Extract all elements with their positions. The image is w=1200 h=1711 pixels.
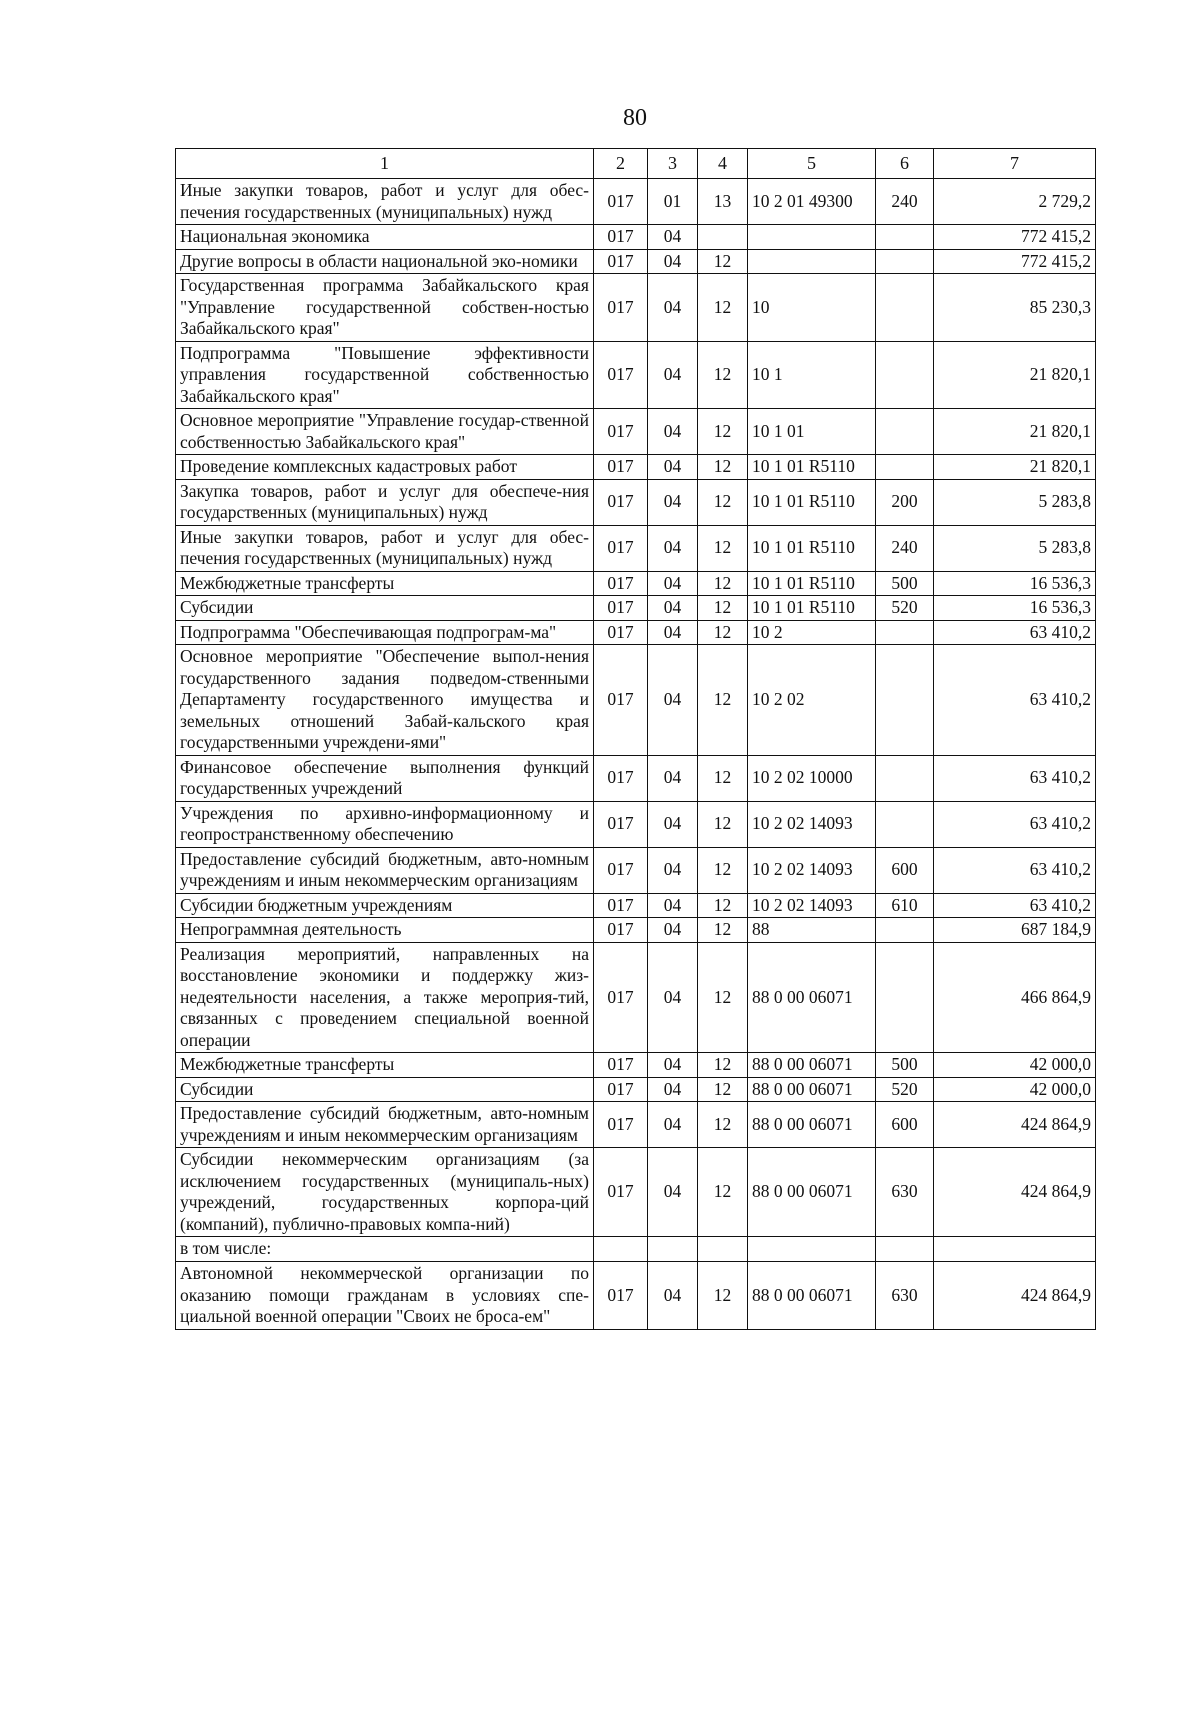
row-name: Проведение комплексных кадастровых работ	[176, 455, 594, 480]
table-row	[176, 942, 1096, 1053]
row-section: 04	[648, 942, 698, 1053]
header-cell-7: 7	[934, 149, 1096, 179]
row-name: Непрограммная деятельность	[176, 918, 594, 943]
row-name: Подпрограмма "Повышение эффективности управления государственной собственностью Забайкальского края"	[176, 341, 594, 409]
row-target-article: 88 0 00 06071	[748, 1262, 876, 1330]
header-cell-4: 4	[698, 149, 748, 179]
row-section: 04	[648, 847, 698, 893]
row-target-article: 10 1 01 R5110	[748, 525, 876, 571]
row-subsection: 12	[698, 341, 748, 409]
row-amount: 63 410,2	[934, 801, 1096, 847]
table-row	[176, 1102, 1096, 1148]
row-expense-type: 630	[876, 1148, 934, 1237]
row-admin-code: 017	[594, 274, 648, 342]
row-admin-code: 017	[594, 620, 648, 645]
row-section: 04	[648, 1262, 698, 1330]
row-admin-code: 017	[594, 847, 648, 893]
row-target-article: 10 2	[748, 620, 876, 645]
header-cell-2: 2	[594, 149, 648, 179]
header-cell-3: 3	[648, 149, 698, 179]
row-subsection: 12	[698, 918, 748, 943]
row-admin-code: 017	[594, 801, 648, 847]
row-target-article: 10 2 01 49300	[748, 179, 876, 225]
row-expense-type	[876, 620, 934, 645]
row-target-article: 88 0 00 06071	[748, 942, 876, 1053]
row-section: 04	[648, 409, 698, 455]
row-amount: 466 864,9	[934, 942, 1096, 1053]
row-target-article	[748, 225, 876, 250]
row-name: Межбюджетные трансферты	[176, 1053, 594, 1078]
row-admin-code	[594, 1237, 648, 1262]
row-section: 04	[648, 341, 698, 409]
table-row	[176, 801, 1096, 847]
budget-table	[175, 148, 1096, 1330]
table-row	[176, 274, 1096, 342]
row-subsection: 12	[698, 409, 748, 455]
row-amount: 424 864,9	[934, 1102, 1096, 1148]
row-subsection: 12	[698, 1102, 748, 1148]
row-admin-code: 017	[594, 455, 648, 480]
row-name: Другие вопросы в области национальной эко-номики	[176, 249, 594, 274]
row-name: Учреждения по архивно-информационному и геопространственному обеспечению	[176, 801, 594, 847]
row-subsection: 12	[698, 455, 748, 480]
row-expense-type	[876, 755, 934, 801]
row-amount: 424 864,9	[934, 1262, 1096, 1330]
table-row	[176, 645, 1096, 756]
row-admin-code: 017	[594, 596, 648, 621]
row-expense-type: 600	[876, 847, 934, 893]
row-amount: 42 000,0	[934, 1053, 1096, 1078]
row-amount: 42 000,0	[934, 1077, 1096, 1102]
row-expense-type	[876, 1237, 934, 1262]
row-expense-type	[876, 225, 934, 250]
row-target-article: 88	[748, 918, 876, 943]
row-admin-code: 017	[594, 225, 648, 250]
row-target-article: 10 2 02 14093	[748, 893, 876, 918]
row-expense-type: 520	[876, 1077, 934, 1102]
row-admin-code: 017	[594, 645, 648, 756]
row-section: 04	[648, 645, 698, 756]
row-amount: 424 864,9	[934, 1148, 1096, 1237]
row-expense-type: 610	[876, 893, 934, 918]
row-name: Субсидии некоммерческим организациям (за исключением государственных (муниципаль-ных) учреждений, государственных корпора-ций (компаний), публично-правовых компа-ний)	[176, 1148, 594, 1237]
row-name: Основное мероприятие "Управление государ-ственной собственностью Забайкальского края"	[176, 409, 594, 455]
row-subsection: 12	[698, 1077, 748, 1102]
row-target-article: 10 1 01	[748, 409, 876, 455]
row-target-article	[748, 1237, 876, 1262]
row-subsection	[698, 225, 748, 250]
row-section: 04	[648, 479, 698, 525]
row-amount: 63 410,2	[934, 620, 1096, 645]
table-row	[176, 1077, 1096, 1102]
row-admin-code: 017	[594, 1053, 648, 1078]
table-row	[176, 596, 1096, 621]
row-target-article: 10 1 01 R5110	[748, 479, 876, 525]
row-section: 04	[648, 1102, 698, 1148]
row-name: Предоставление субсидий бюджетным, авто-номным учреждениям и иным некоммерческим организациям	[176, 847, 594, 893]
row-section: 04	[648, 918, 698, 943]
row-section: 04	[648, 571, 698, 596]
row-subsection: 12	[698, 571, 748, 596]
row-subsection: 12	[698, 479, 748, 525]
row-name: в том числе:	[176, 1237, 594, 1262]
row-name: Основное мероприятие "Обеспечение выпол-нения государственного задания подведом-ственными Департаменту государственного имущества и земельных отношений Забай-кальского края государственными учреждени-ями"	[176, 645, 594, 756]
table-row	[176, 893, 1096, 918]
table-row	[176, 341, 1096, 409]
row-name: Закупка товаров, работ и услуг для обеспече-ния государственных (муниципальных) нужд	[176, 479, 594, 525]
row-expense-type	[876, 274, 934, 342]
row-section: 01	[648, 179, 698, 225]
row-section: 04	[648, 893, 698, 918]
row-target-article: 88 0 00 06071	[748, 1077, 876, 1102]
row-subsection	[698, 1237, 748, 1262]
row-expense-type: 240	[876, 525, 934, 571]
row-subsection: 12	[698, 1053, 748, 1078]
row-admin-code: 017	[594, 918, 648, 943]
row-amount: 5 283,8	[934, 525, 1096, 571]
row-amount: 63 410,2	[934, 755, 1096, 801]
row-admin-code: 017	[594, 1077, 648, 1102]
header-cell-5: 5	[748, 149, 876, 179]
table-row	[176, 479, 1096, 525]
row-expense-type	[876, 801, 934, 847]
row-section	[648, 1237, 698, 1262]
row-amount	[934, 1237, 1096, 1262]
row-subsection: 12	[698, 942, 748, 1053]
row-section: 04	[648, 525, 698, 571]
row-name: Финансовое обеспечение выполнения функций государственных учреждений	[176, 755, 594, 801]
row-section: 04	[648, 249, 698, 274]
row-target-article: 10 2 02 14093	[748, 801, 876, 847]
row-name: Государственная программа Забайкальского края "Управление государственной собствен-ностью Забайкальского края"	[176, 274, 594, 342]
row-amount: 16 536,3	[934, 571, 1096, 596]
row-subsection: 12	[698, 755, 748, 801]
header-cell-1: 1	[176, 149, 594, 179]
table-row	[176, 249, 1096, 274]
row-target-article: 88 0 00 06071	[748, 1148, 876, 1237]
table-row	[176, 918, 1096, 943]
table-row	[176, 620, 1096, 645]
row-section: 04	[648, 1077, 698, 1102]
table-row	[176, 571, 1096, 596]
row-expense-type	[876, 341, 934, 409]
row-target-article: 10 1 01 R5110	[748, 571, 876, 596]
row-target-article: 10 1 01 R5110	[748, 596, 876, 621]
table-row	[176, 455, 1096, 480]
row-section: 04	[648, 274, 698, 342]
row-section: 04	[648, 455, 698, 480]
row-subsection: 13	[698, 179, 748, 225]
row-amount: 21 820,1	[934, 409, 1096, 455]
row-name: Межбюджетные трансферты	[176, 571, 594, 596]
row-subsection: 12	[698, 620, 748, 645]
row-admin-code: 017	[594, 525, 648, 571]
row-admin-code: 017	[594, 942, 648, 1053]
table-row	[176, 225, 1096, 250]
table-row	[176, 847, 1096, 893]
table-row	[176, 179, 1096, 225]
row-name: Иные закупки товаров, работ и услуг для обес-печения государственных (муниципальных) нужд	[176, 525, 594, 571]
row-name: Реализация мероприятий, направленных на восстановление экономики и поддержку жиз-недеятельности населения, а также мероприя-тий, связанных с проведением специальной военной операции	[176, 942, 594, 1053]
row-amount: 772 415,2	[934, 225, 1096, 250]
row-expense-type: 630	[876, 1262, 934, 1330]
row-expense-type: 240	[876, 179, 934, 225]
row-name: Иные закупки товаров, работ и услуг для обес-печения государственных (муниципальных) нужд	[176, 179, 594, 225]
row-section: 04	[648, 1053, 698, 1078]
row-name: Автономной некоммерческой организации по оказанию помощи гражданам в условиях спе-циальной военной операции "Своих не броса-ем"	[176, 1262, 594, 1330]
row-admin-code: 017	[594, 755, 648, 801]
row-target-article: 10 1	[748, 341, 876, 409]
row-expense-type	[876, 409, 934, 455]
row-subsection: 12	[698, 249, 748, 274]
row-amount: 63 410,2	[934, 847, 1096, 893]
table-body	[176, 179, 1096, 1330]
row-admin-code: 017	[594, 479, 648, 525]
row-expense-type	[876, 918, 934, 943]
table-row	[176, 1148, 1096, 1237]
row-expense-type: 520	[876, 596, 934, 621]
row-amount: 2 729,2	[934, 179, 1096, 225]
row-amount: 85 230,3	[934, 274, 1096, 342]
row-subsection: 12	[698, 596, 748, 621]
row-expense-type: 500	[876, 571, 934, 596]
table-row	[176, 1237, 1096, 1262]
header-cell-6: 6	[876, 149, 934, 179]
row-section: 04	[648, 1148, 698, 1237]
row-name: Субсидии	[176, 596, 594, 621]
row-amount: 687 184,9	[934, 918, 1096, 943]
row-subsection: 12	[698, 801, 748, 847]
row-subsection: 12	[698, 1262, 748, 1330]
row-section: 04	[648, 225, 698, 250]
table-row	[176, 525, 1096, 571]
page-number: 80	[623, 105, 647, 131]
row-name: Субсидии	[176, 1077, 594, 1102]
row-admin-code: 017	[594, 893, 648, 918]
row-target-article: 10	[748, 274, 876, 342]
row-expense-type	[876, 249, 934, 274]
row-name: Субсидии бюджетным учреждениям	[176, 893, 594, 918]
row-expense-type	[876, 942, 934, 1053]
row-admin-code: 017	[594, 1262, 648, 1330]
row-name: Подпрограмма "Обеспечивающая подпрограм-ма"	[176, 620, 594, 645]
row-target-article: 10 2 02 10000	[748, 755, 876, 801]
row-amount: 772 415,2	[934, 249, 1096, 274]
row-subsection: 12	[698, 645, 748, 756]
row-admin-code: 017	[594, 179, 648, 225]
row-admin-code: 017	[594, 1102, 648, 1148]
row-target-article: 10 2 02	[748, 645, 876, 756]
header-row	[176, 149, 1096, 179]
row-target-article: 88 0 00 06071	[748, 1053, 876, 1078]
row-target-article: 10 2 02 14093	[748, 847, 876, 893]
row-expense-type: 600	[876, 1102, 934, 1148]
row-expense-type	[876, 645, 934, 756]
row-amount: 63 410,2	[934, 893, 1096, 918]
row-amount: 5 283,8	[934, 479, 1096, 525]
row-target-article: 88 0 00 06071	[748, 1102, 876, 1148]
row-amount: 21 820,1	[934, 455, 1096, 480]
row-amount: 63 410,2	[934, 645, 1096, 756]
table-row	[176, 409, 1096, 455]
row-section: 04	[648, 801, 698, 847]
row-section: 04	[648, 596, 698, 621]
row-expense-type: 200	[876, 479, 934, 525]
row-admin-code: 017	[594, 1148, 648, 1237]
row-subsection: 12	[698, 525, 748, 571]
row-admin-code: 017	[594, 571, 648, 596]
row-subsection: 12	[698, 1148, 748, 1237]
row-name: Предоставление субсидий бюджетным, авто-номным учреждениям и иным некоммерческим организациям	[176, 1102, 594, 1148]
row-admin-code: 017	[594, 341, 648, 409]
row-subsection: 12	[698, 893, 748, 918]
row-expense-type	[876, 455, 934, 480]
table-row	[176, 755, 1096, 801]
row-subsection: 12	[698, 274, 748, 342]
table-row	[176, 1053, 1096, 1078]
row-subsection: 12	[698, 847, 748, 893]
row-name: Национальная экономика	[176, 225, 594, 250]
row-target-article: 10 1 01 R5110	[748, 455, 876, 480]
row-admin-code: 017	[594, 409, 648, 455]
row-amount: 21 820,1	[934, 341, 1096, 409]
row-section: 04	[648, 755, 698, 801]
row-amount: 16 536,3	[934, 596, 1096, 621]
row-admin-code: 017	[594, 249, 648, 274]
row-section: 04	[648, 620, 698, 645]
row-expense-type: 500	[876, 1053, 934, 1078]
table-row	[176, 1262, 1096, 1330]
row-target-article	[748, 249, 876, 274]
